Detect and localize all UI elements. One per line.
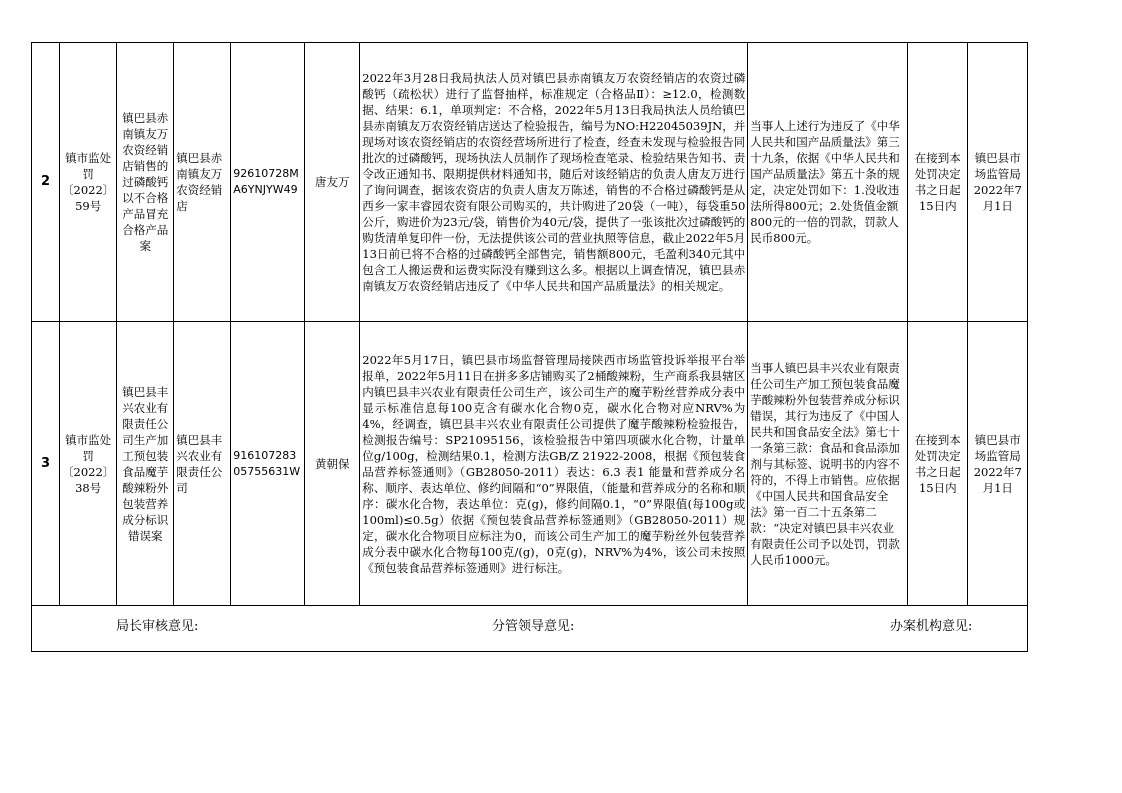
penalty-table — [31, 42, 1028, 652]
penalty-decision: 当事人镇巴县丰兴农业有限责任公司生产加工预包装食品魔芋酸辣粉外包装营养成分标识错误，其行为违反了《中国人民共和国食品安全法》第七十一条第三款：食品和食品添加剂与其标签、说明书的内容不符的，不得上市销售。应依据《中国人民共和国食品安全法》第一百二十五条第二款：“决定对镇巴县丰兴农业有限责任公司予以处罚，罚款人民币1000元。 — [748, 322, 908, 606]
table-row — [32, 322, 1028, 606]
signature-row — [32, 606, 1028, 652]
case-name: 镇巴县赤南镇友万农资经销店销售的过磷酸钙以不合格产品冒充合格产品案 — [117, 43, 174, 322]
director-review-label: 局长审核意见: — [116, 619, 199, 634]
signature-cell — [32, 606, 1028, 652]
legal-representative: 黄朝保 — [305, 322, 360, 606]
penalty-decision: 当事人上述行为违反了《中华人民共和国产品质量法》第三十九条，依据《中华人民共和国产品质量法》第五十条的规定，决定处罚如下：1.没收违法所得800元；2.处货值金额800元的一倍的罚款，罚款人民币800元。 — [748, 43, 908, 322]
row-number: 3 — [32, 322, 60, 606]
case-name: 镇巴县丰兴农业有限责任公司生产加工预包装食品魔芋酸辣粉外包装营养成分标识错误案 — [117, 322, 174, 606]
legal-representative: 唐友万 — [305, 43, 360, 322]
decision-doc-number: 镇市监处罚〔2022〕59号 — [60, 43, 117, 322]
row-number: 2 — [32, 43, 60, 322]
violation-facts: 2022年3月28日我局执法人员对镇巴县赤南镇友万农资经销店的农资过磷酸钙（疏松状）进行了监督抽样，标准规定（合格品Ⅱ）：≥12.0，检测数据、结果：6.1，单项判定：不合格，2022年5月13日我局执法人员给镇巴县赤南镇友万农资经销店送达了检验报告，编号为NO:H22045039JN，并现场对该农资经销店的农资经营场所进行了检查，经查未发现与检验报告同批次的过磷酸钙，现场执法人员制作了现场检查笔录、检验结果告知书、责令改正通知书、限期提供材料通知书，随后对该经销店的负责人唐友万进行了询问调查，据该农资店的负责人唐友万陈述，销售的不合格过磷酸钙是从西乡一家丰睿园农资有限公司购买的，共计购进了20袋（一吨），每袋重50公斤，购进价为23元/袋，销售价为40元/袋，提供了一张该批次过磷酸钙的购货清单复印件一份，无法提供该公司的营业执照等信息，截止2022年5月13日前已将不合格的过磷酸钙全部售完，销售额800元，毛盈利340元其中包含工人搬运费和运费实际没有赚到这么多。根据以上调查情况，镇巴县赤南镇友万农资经销店违反了《中华人民共和国产品质量法》的相关规定。 — [360, 43, 748, 322]
table-row — [32, 43, 1028, 322]
credit-code: 91610728305755631W — [231, 322, 305, 606]
office-review-label: 办案机构意见: — [890, 619, 973, 634]
issuing-authority: 镇巴县市场监管局2022年7月1日 — [968, 43, 1028, 322]
execution-method: 在接到本处罚决定书之日起15日内 — [908, 322, 968, 606]
issuing-authority: 镇巴县市场监管局2022年7月1日 — [968, 322, 1028, 606]
decision-doc-number: 镇市监处罚〔2022〕38号 — [60, 322, 117, 606]
deputy-review-label: 分管领导意见: — [492, 619, 575, 634]
execution-method: 在接到本处罚决定书之日起15日内 — [908, 43, 968, 322]
credit-code: 92610728MA6YNJYW49 — [231, 43, 305, 322]
violation-facts: 2022年5月17日，镇巴县市场监督管理局接陕西市场监管投诉举报平台举报单，2022年5月11日在拼多多店铺购买了2桶酸辣粉，生产商系我县辖区内镇巴县丰兴农业有限责任公司生产，该公司生产的魔芋粉丝营养成分表中显示标准信息每100克含有碳水化合物0克，碳水化合物对应NRV%为4%，经调查，镇巴县丰兴农业有限责任公司提供了魔芋酸辣粉检验报告，检测报告编号：SP21095156，该检验报告中第四项碳水化合物，计量单位g/100g，检测结果0.1，检测方法GB/Z 21922-2008，根据《预包装食品营养标签通则》（GB28050-2011）表达：6.3 表1 能量和营养成分名称、顺序、表达单位、修约间隔和“0”界限值，（能量和营养成分的名称和顺序：碳水化合物，表达单位：克(g)，修约间隔0.1，“0”界限值(每100g或100ml)≤0.5g）依据《预包装食品营养标签通则》（GB28050-2011）规定，碳水化合物项目应标注为0，而该公司生产加工的魔芋粉丝外包装营养成分表中碳水化合物每100克/(g)，0克(g)，NRV%为4%，该公司未按照《预包装食品营养标签通则》进行标注。 — [360, 322, 748, 606]
party-name: 镇巴县丰兴农业有限责任公司 — [174, 322, 231, 606]
party-name: 镇巴县赤南镇友万农资经销店 — [174, 43, 231, 322]
